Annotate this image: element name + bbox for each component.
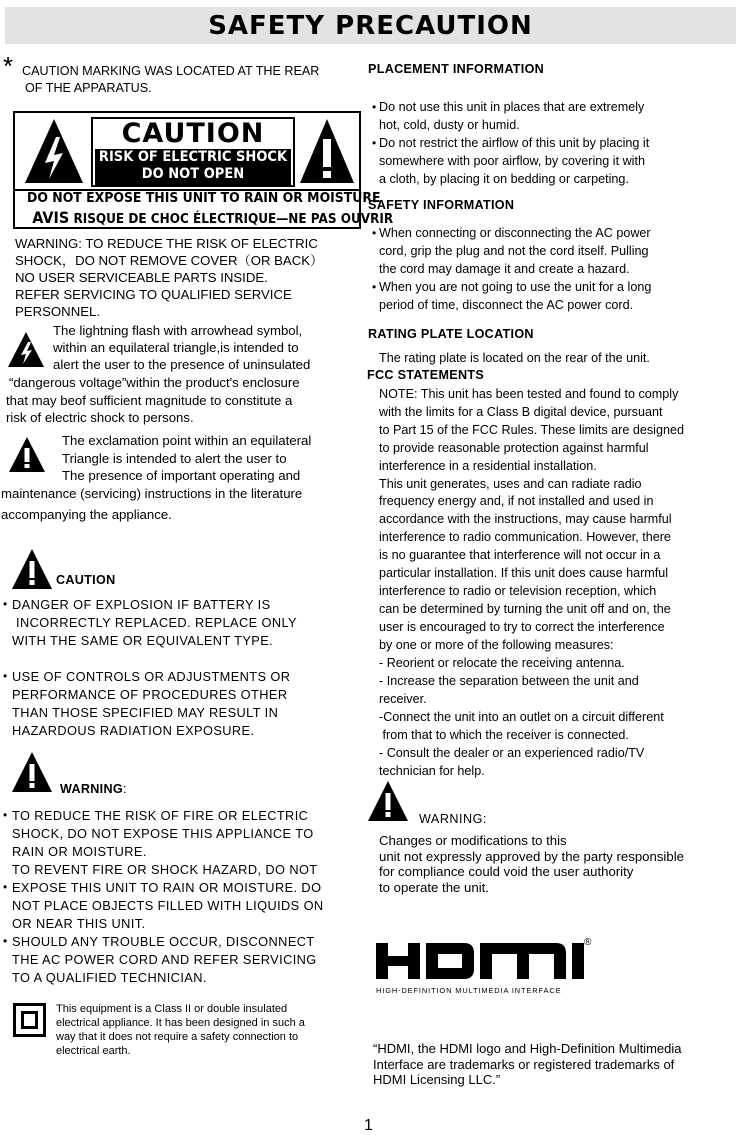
caution-label-black-band bbox=[95, 149, 291, 185]
warning-bullet-1: • bbox=[3, 808, 8, 822]
exclamation-symbol-icon bbox=[8, 436, 46, 478]
placement-item-2-line-1: Do not restrict the airflow of this unit by placing it bbox=[379, 136, 650, 150]
safety-item-2-line-1: When you are not going to use the unit for a long bbox=[379, 280, 652, 294]
placement-item-1-line-2: hot, cold, dusty or humid. bbox=[379, 118, 520, 132]
exclamation-triangle-icon bbox=[298, 117, 356, 185]
safety-item-2-line-2: period of time, disconnect the AC power cord. bbox=[379, 298, 634, 312]
fcc-line: frequency energy and, if not installed and used in bbox=[379, 494, 654, 508]
caution-label-center bbox=[91, 117, 295, 187]
fcc-line: interference to radio communication. However, there bbox=[379, 530, 671, 544]
fcc-line: with the limits for a Class B digital device, pursuant bbox=[379, 405, 663, 419]
warning-heading-word: WARNING bbox=[60, 782, 123, 796]
caution-label-title: CAUTION bbox=[121, 118, 265, 149]
fcc-line: to provide reasonable protection against harmful bbox=[379, 441, 649, 455]
exclaim-line-3: The presence of important operating and bbox=[62, 468, 301, 483]
fcc-line: NOTE: This unit has been tested and found to comply bbox=[379, 387, 679, 401]
lightning-symbol-icon bbox=[7, 331, 45, 373]
fcc-line: accordance with the instructions, may cause harmful bbox=[379, 512, 672, 526]
asterisk-mark: * bbox=[3, 51, 14, 81]
class-ii-line-2: electrical appliance. It has been designed in such a bbox=[56, 1017, 305, 1029]
caution-marking-line-2: OF THE APPARATUS. bbox=[25, 81, 152, 95]
warning-item-2-line-1: EXPOSE THIS UNIT TO RAIN OR MOISTURE. DO bbox=[12, 880, 322, 895]
fcc-line: - Consult the dealer or an experienced radio/TV bbox=[379, 746, 645, 760]
warning-line-5: PERSONNEL. bbox=[15, 304, 101, 319]
page-number: 1 bbox=[364, 1117, 373, 1134]
right-warning-line-4: to operate the unit. bbox=[379, 880, 489, 895]
hdmi-tagline: HIGH-DEFINITION MULTIMEDIA INTERFACE bbox=[376, 986, 562, 995]
warning-item-1-line-2: SHOCK, DO NOT EXPOSE THIS APPLIANCE TO bbox=[12, 826, 314, 841]
fcc-heading: FCC STATEMENTS bbox=[367, 368, 485, 382]
caution-label-box bbox=[13, 111, 394, 229]
class-ii-line-1: This equipment is a Class II or double insulated bbox=[56, 1003, 288, 1015]
fcc-line: interference in a residential installation. bbox=[379, 459, 597, 473]
avis-word: AVIS bbox=[32, 208, 70, 227]
hdmi-trademark-line-1: “HDMI, the HDMI logo and High-Definition Multimedia bbox=[373, 1041, 682, 1056]
caution-item-1-line-2: INCORRECTLY REPLACED. REPLACE ONLY bbox=[16, 615, 297, 630]
right-warning-line-2: unit not expressly approved by the party responsible bbox=[379, 849, 684, 864]
fcc-line: from that to which the receiver is connected. bbox=[379, 728, 629, 742]
warning-line-2: SHOCK，DO NOT REMOVE COVER（OR BACK） bbox=[15, 253, 324, 268]
caution-bullet-2: • bbox=[3, 669, 8, 683]
right-warning-line-3: for compliance could void the user authority bbox=[379, 864, 634, 879]
exclaim-line-1: The exclamation point within an equilateral bbox=[62, 433, 312, 448]
hdmi-logo bbox=[376, 941, 590, 986]
rating-heading: RATING PLATE LOCATION bbox=[368, 327, 534, 341]
lightning-triangle-icon bbox=[23, 117, 85, 185]
fcc-line: by one or more of the following measures: bbox=[379, 638, 614, 652]
safety-item-1-line-2: cord, grip the plug and not the cord itself. Pulling bbox=[379, 244, 649, 258]
caution-item-2-line-2: PERFORMANCE OF PROCEDURES OTHER bbox=[12, 687, 288, 702]
placement-bullet-2: • bbox=[372, 136, 377, 150]
class-ii-line-4: electrical earth. bbox=[56, 1045, 131, 1057]
caution-item-2-line-1: USE OF CONTROLS OR ADJUSTMENTS OR bbox=[12, 669, 291, 684]
avis-rest: RISQUE DE CHOC ÉLECTRIQUE—NE PAS OUVRIR bbox=[73, 212, 394, 227]
warning-heading bbox=[60, 782, 127, 796]
warning-heading-colon: : bbox=[122, 782, 127, 796]
rating-text: The rating plate is located on the rear of the unit. bbox=[379, 351, 650, 365]
safety-item-1-line-1: When connecting or disconnecting the AC power bbox=[379, 226, 651, 240]
fcc-line: user is encouraged to try to correct the interference bbox=[379, 620, 665, 634]
caution-item-2-line-3: THAN THOSE SPECIFIED MAY RESULT IN bbox=[12, 705, 279, 720]
lightning-line-5: that may beof sufficient magnitude to constitute a bbox=[6, 393, 293, 408]
warning-line-1: WARNING: TO REDUCE THE RISK OF ELECTRIC bbox=[15, 236, 318, 251]
right-warning-line-1: Changes or modifications to this bbox=[379, 833, 567, 848]
fcc-line: interference to radio or television reception, which bbox=[379, 584, 657, 598]
warning-item-1-line-4: TO REVENT FIRE OR SHOCK HAZARD, DO NOT bbox=[12, 862, 318, 877]
placement-item-2-line-2: somewhere with poor airflow, by covering it with bbox=[379, 154, 645, 168]
lightning-line-6: risk of electric shock to persons. bbox=[6, 410, 194, 425]
placement-heading: PLACEMENT INFORMATION bbox=[368, 62, 545, 76]
avis-line bbox=[32, 208, 394, 229]
page-title: SAFETY PRECAUTION bbox=[5, 7, 736, 44]
warning-item-3-line-3: TO A QUALIFIED TECHNICIAN. bbox=[12, 970, 207, 985]
warning-line-3: NO USER SERVICEABLE PARTS INSIDE. bbox=[15, 270, 268, 285]
placement-item-1-line-1: Do not use this unit in places that are extremely bbox=[379, 100, 645, 114]
safety-item-1-line-3: the cord may damage it and create a hazard. bbox=[379, 262, 630, 276]
warning-line-4: REFER SERVICING TO QUALIFIED SERVICE bbox=[15, 287, 292, 302]
warning-bullet-3: • bbox=[3, 934, 8, 948]
caution-triangle-icon bbox=[11, 548, 53, 595]
do-not-expose-text: DO NOT EXPOSE THIS UNIT TO RAIN OR MOISTURE bbox=[27, 191, 381, 206]
caution-bullet-1: • bbox=[3, 597, 8, 611]
warning-item-2-line-2: NOT PLACE OBJECTS FILLED WITH LIQUIDS ON bbox=[12, 898, 324, 913]
safety-bullet-2: • bbox=[372, 280, 377, 294]
fcc-line: -Connect the unit into an outlet on a circuit different bbox=[379, 710, 664, 724]
caution-heading: CAUTION bbox=[56, 573, 116, 587]
fcc-line: technician for help. bbox=[379, 764, 485, 778]
fcc-line: receiver. bbox=[379, 692, 427, 706]
exclaim-line-5: accompanying the appliance. bbox=[1, 507, 172, 522]
exclaim-line-4: maintenance (servicing) instructions in the literature bbox=[1, 486, 303, 501]
fcc-line: can be determined by turning the unit off and on, the bbox=[379, 602, 671, 616]
placement-bullet-1: • bbox=[372, 100, 377, 114]
fcc-line: - Reorient or relocate the receiving antenna. bbox=[379, 656, 625, 670]
warning-item-1-line-1: TO REDUCE THE RISK OF FIRE OR ELECTRIC bbox=[12, 808, 309, 823]
warning-item-1-line-3: RAIN OR MOISTURE. bbox=[12, 844, 147, 859]
warning-bullet-2: • bbox=[3, 880, 8, 894]
safety-heading: SAFETY INFORMATION bbox=[368, 198, 515, 212]
fcc-line: This unit generates, uses and can radiate radio bbox=[379, 477, 642, 491]
hdmi-trademark-line-2: Interface are trademarks or registered trademarks of bbox=[373, 1057, 675, 1072]
right-warning-heading: WARNING: bbox=[419, 812, 487, 826]
placement-item-2-line-3: a cloth, by placing it on bedding or carpeting. bbox=[379, 172, 629, 186]
risk-of-shock-text: RISK OF ELECTRIC SHOCK bbox=[98, 149, 288, 165]
right-warning-triangle-icon bbox=[367, 780, 409, 827]
safety-bullet-1: • bbox=[372, 226, 377, 240]
class-ii-double-square-icon bbox=[13, 1003, 46, 1042]
fcc-line: particular installation. If this unit does cause harmful bbox=[379, 566, 669, 580]
fcc-line: is no guarantee that interference will not occur in a bbox=[379, 548, 661, 562]
lightning-line-2: within an equilateral triangle,is intended to bbox=[53, 340, 299, 355]
lightning-line-1: The lightning flash with arrowhead symbol, bbox=[53, 323, 303, 338]
exclaim-line-2: Triangle is intended to alert the user to bbox=[62, 451, 287, 466]
caution-item-2-line-4: HAZARDOUS RADIATION EXPOSURE. bbox=[12, 723, 255, 738]
fcc-line: to Part 15 of the FCC Rules. These limits are designed bbox=[379, 423, 684, 437]
warning-item-3-line-2: THE AC POWER CORD AND REFER SERVICING bbox=[12, 952, 317, 967]
lightning-line-4: “dangerous voltage”within the product's enclosure bbox=[9, 375, 300, 390]
caution-item-1-line-1: DANGER OF EXPLOSION IF BATTERY IS bbox=[12, 597, 271, 612]
do-not-open-text: DO NOT OPEN bbox=[141, 166, 245, 182]
hdmi-trademark-line-3: HDMI Licensing LLC.” bbox=[373, 1072, 501, 1087]
lightning-line-3: alert the user to the presence of uninsulated bbox=[53, 357, 311, 372]
fcc-line: - Increase the separation between the unit and bbox=[379, 674, 639, 688]
class-ii-line-3: way that it does not require a safety connection to bbox=[56, 1031, 299, 1043]
warning-item-3-line-1: SHOULD ANY TROUBLE OCCUR, DISCONNECT bbox=[12, 934, 315, 949]
warning-item-2-line-3: OR NEAR THIS UNIT. bbox=[12, 916, 146, 931]
hdmi-registered-mark: ® bbox=[584, 937, 592, 948]
warning-triangle-icon bbox=[11, 751, 53, 798]
caution-marking-line-1: CAUTION MARKING WAS LOCATED AT THE REAR bbox=[22, 64, 320, 78]
caution-item-1-line-3: WITH THE SAME OR EQUIVALENT TYPE. bbox=[12, 633, 274, 648]
